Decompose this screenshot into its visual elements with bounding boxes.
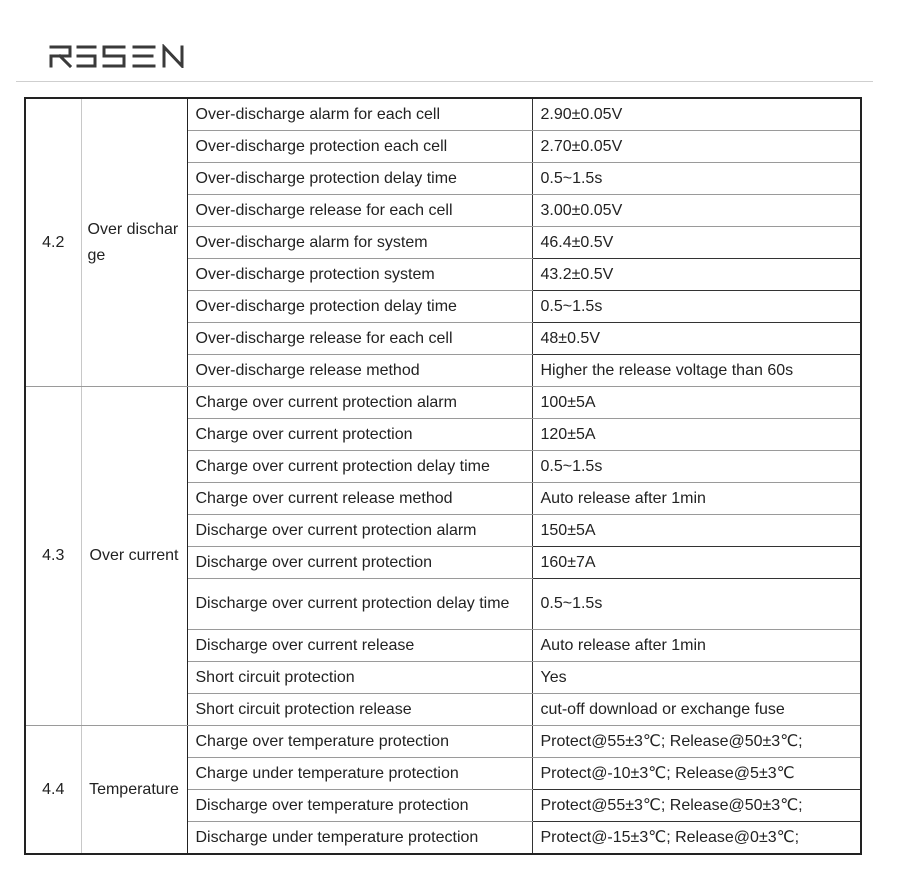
parameter-name: Over-discharge release for each cell — [187, 195, 532, 227]
parameter-name: Charge over current release method — [187, 483, 532, 515]
parameter-name: Over-discharge protection delay time — [187, 163, 532, 195]
parameter-name: Short circuit protection release — [187, 694, 532, 726]
section-category: Over discharge — [81, 98, 187, 387]
parameter-value: 48±0.5V — [532, 323, 861, 355]
parameter-value: 46.4±0.5V — [532, 227, 861, 259]
parameter-value: 3.00±0.05V — [532, 195, 861, 227]
specification-table — [24, 97, 862, 855]
parameter-name: Over-discharge protection system — [187, 259, 532, 291]
parameter-value: 0.5~1.5s — [532, 579, 861, 630]
parameter-name: Over-discharge release for each cell — [187, 323, 532, 355]
table-row — [25, 387, 861, 419]
parameter-name: Over-discharge release method — [187, 355, 532, 387]
parameter-value: 150±5A — [532, 515, 861, 547]
parameter-name: Discharge over temperature protection — [187, 790, 532, 822]
parameter-name: Charge over current protection delay time — [187, 451, 532, 483]
parameter-name: Charge over temperature protection — [187, 726, 532, 758]
parameter-value: Auto release after 1min — [532, 483, 861, 515]
header-divider — [16, 81, 873, 82]
parameter-value: 2.70±0.05V — [532, 131, 861, 163]
section-category: Temperature — [81, 726, 187, 855]
parameter-name: Discharge over current release — [187, 630, 532, 662]
parameter-value: Auto release after 1min — [532, 630, 861, 662]
parameter-name: Discharge over current protection alarm — [187, 515, 532, 547]
section-number: 4.2 — [25, 98, 81, 387]
parameter-value: Protect@55±3℃; Release@50±3℃; — [532, 726, 861, 758]
parameter-value: 43.2±0.5V — [532, 259, 861, 291]
parameter-name: Discharge under temperature protection — [187, 822, 532, 855]
parameter-value: cut-off download or exchange fuse — [532, 694, 861, 726]
table-row — [25, 726, 861, 758]
section-number: 4.4 — [25, 726, 81, 855]
parameter-name: Charge over current protection alarm — [187, 387, 532, 419]
parameter-name: Over-discharge alarm for system — [187, 227, 532, 259]
parameter-name: Short circuit protection — [187, 662, 532, 694]
parameter-name: Charge under temperature protection — [187, 758, 532, 790]
parameter-value: 0.5~1.5s — [532, 291, 861, 323]
section-number: 4.3 — [25, 387, 81, 726]
parameter-value: Protect@-10±3℃; Release@5±3℃ — [532, 758, 861, 790]
parameter-name: Over-discharge protection delay time — [187, 291, 532, 323]
parameter-value: Yes — [532, 662, 861, 694]
parameter-name: Over-discharge alarm for each cell — [187, 98, 532, 131]
parameter-name: Discharge over current protection — [187, 547, 532, 579]
parameter-value: Higher the release voltage than 60s — [532, 355, 861, 387]
table-row — [25, 98, 861, 131]
parameter-name: Discharge over current protection delay time — [187, 579, 532, 630]
parameter-value: 0.5~1.5s — [532, 163, 861, 195]
parameter-value: Protect@-15±3℃; Release@0±3℃; — [532, 822, 861, 855]
parameter-value: 160±7A — [532, 547, 861, 579]
parameter-name: Over-discharge protection each cell — [187, 131, 532, 163]
parameter-value: Protect@55±3℃; Release@50±3℃; — [532, 790, 861, 822]
section-category: Over current — [81, 387, 187, 726]
parameter-name: Charge over current protection — [187, 419, 532, 451]
parameter-value: 2.90±0.05V — [532, 98, 861, 131]
parameter-value: 100±5A — [532, 387, 861, 419]
rosen-logo — [48, 44, 188, 68]
parameter-value: 120±5A — [532, 419, 861, 451]
parameter-value: 0.5~1.5s — [532, 451, 861, 483]
